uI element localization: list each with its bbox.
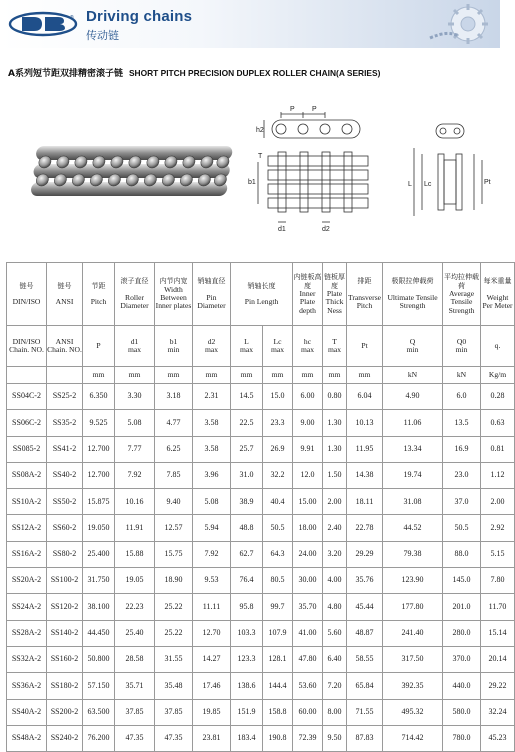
table-cell: 17.46 bbox=[193, 673, 231, 699]
table-cell: SS32A-2 bbox=[7, 646, 47, 672]
header-row-units bbox=[7, 367, 515, 384]
sym-b1: b1 min bbox=[155, 326, 193, 367]
table-cell: 35.70 bbox=[293, 594, 323, 620]
table-cell: 9.40 bbox=[155, 489, 193, 515]
table-cell: 25.7 bbox=[231, 436, 263, 462]
col-ansi: 链号 ANSI bbox=[47, 263, 83, 326]
table-cell: 35.71 bbox=[115, 673, 155, 699]
table-row bbox=[7, 646, 515, 672]
table-cell: 1.30 bbox=[323, 436, 347, 462]
table-cell: SS20A-2 bbox=[7, 568, 47, 594]
gear-chain-icon bbox=[428, 2, 494, 46]
table-cell: 370.0 bbox=[443, 646, 481, 672]
unit-cell: mm bbox=[155, 367, 193, 384]
table-cell: 28.58 bbox=[115, 646, 155, 672]
table-cell: 151.9 bbox=[231, 699, 263, 725]
table-cell: SS160-2 bbox=[47, 646, 83, 672]
table-cell: SS40A-2 bbox=[7, 699, 47, 725]
col-weight: 每米重量 Weight Per Meter bbox=[481, 263, 515, 326]
table-cell: 20.14 bbox=[481, 646, 515, 672]
table-cell: 29.22 bbox=[481, 673, 515, 699]
db-logo bbox=[8, 10, 78, 38]
table-cell: 9.91 bbox=[293, 436, 323, 462]
table-cell: 15.88 bbox=[115, 541, 155, 567]
label-d1: d1 bbox=[278, 226, 286, 233]
table-cell: 177.80 bbox=[383, 594, 443, 620]
table-cell: 6.0 bbox=[443, 384, 481, 410]
unit-cell: mm bbox=[83, 367, 115, 384]
table-cell: 19.05 bbox=[115, 568, 155, 594]
table-cell: 76.4 bbox=[231, 568, 263, 594]
col-width: 内节内宽 Width Between Inner plates bbox=[155, 263, 193, 326]
unit-cell bbox=[47, 367, 83, 384]
header-row-names bbox=[7, 263, 515, 326]
table-cell: 10.13 bbox=[347, 410, 383, 436]
table-cell: SS28A-2 bbox=[7, 620, 47, 646]
table-cell: 24.00 bbox=[293, 541, 323, 567]
label-b1: b1 bbox=[248, 179, 256, 186]
table-cell: 5.15 bbox=[481, 541, 515, 567]
table-cell: 3.58 bbox=[193, 410, 231, 436]
table-cell: 15.75 bbox=[155, 541, 193, 567]
table-cell: SS100-2 bbox=[47, 568, 83, 594]
table-cell: 87.83 bbox=[347, 725, 383, 751]
table-cell: SS08A-2 bbox=[7, 462, 47, 488]
table-cell: 31.08 bbox=[383, 489, 443, 515]
table-cell: 26.9 bbox=[263, 436, 293, 462]
label-p-1: P bbox=[290, 106, 295, 113]
table-row bbox=[7, 594, 515, 620]
table-cell: 1.12 bbox=[481, 462, 515, 488]
table-cell: 48.87 bbox=[347, 620, 383, 646]
table-cell: 0.63 bbox=[481, 410, 515, 436]
label-lc: Lc bbox=[424, 181, 432, 188]
unit-cell: mm bbox=[293, 367, 323, 384]
table-cell: 5.94 bbox=[193, 515, 231, 541]
table-cell: 3.30 bbox=[115, 384, 155, 410]
table-row bbox=[7, 725, 515, 751]
table-cell: SS48A-2 bbox=[7, 725, 47, 751]
table-cell: 3.96 bbox=[193, 462, 231, 488]
table-cell: 7.20 bbox=[323, 673, 347, 699]
table-cell: SS60-2 bbox=[47, 515, 83, 541]
table-cell: SS140-2 bbox=[47, 620, 83, 646]
table-cell: 30.00 bbox=[293, 568, 323, 594]
table-cell: 13.5 bbox=[443, 410, 481, 436]
table-cell: 71.55 bbox=[347, 699, 383, 725]
table-cell: 32.2 bbox=[263, 462, 293, 488]
table-cell: 23.3 bbox=[263, 410, 293, 436]
table-cell: 183.4 bbox=[231, 725, 263, 751]
table-cell: 99.7 bbox=[263, 594, 293, 620]
table-cell: 280.0 bbox=[443, 620, 481, 646]
table-cell: 7.92 bbox=[115, 462, 155, 488]
table-cell: 123.90 bbox=[383, 568, 443, 594]
table-cell: SS12A-2 bbox=[7, 515, 47, 541]
sym-q-weight: q. bbox=[481, 326, 515, 367]
table-cell: 23.0 bbox=[443, 462, 481, 488]
col-pitch: 节距 Pitch bbox=[83, 263, 115, 326]
unit-cell: mm bbox=[323, 367, 347, 384]
table-cell: 11.91 bbox=[115, 515, 155, 541]
table-cell: 76.200 bbox=[83, 725, 115, 751]
table-row bbox=[7, 489, 515, 515]
table-cell: SS10A-2 bbox=[7, 489, 47, 515]
table-cell: SS06C-2 bbox=[7, 410, 47, 436]
table-cell: 48.8 bbox=[231, 515, 263, 541]
table-cell: 25.22 bbox=[155, 620, 193, 646]
table-cell: 123.3 bbox=[231, 646, 263, 672]
table-cell: SS120-2 bbox=[47, 594, 83, 620]
table-cell: 79.38 bbox=[383, 541, 443, 567]
table-row bbox=[7, 699, 515, 725]
table-cell: 145.0 bbox=[443, 568, 481, 594]
table-row bbox=[7, 541, 515, 567]
table-cell: 13.34 bbox=[383, 436, 443, 462]
table-cell: 31.750 bbox=[83, 568, 115, 594]
table-cell: SS085-2 bbox=[7, 436, 47, 462]
table-cell: 11.06 bbox=[383, 410, 443, 436]
table-cell: 7.92 bbox=[193, 541, 231, 567]
table-cell: 5.08 bbox=[115, 410, 155, 436]
table-cell: 4.90 bbox=[383, 384, 443, 410]
label-pt: Pt bbox=[484, 179, 491, 186]
table-cell: 32.24 bbox=[481, 699, 515, 725]
table-cell: 18.90 bbox=[155, 568, 193, 594]
chain-photo bbox=[30, 140, 230, 202]
table-cell: 15.0 bbox=[263, 384, 293, 410]
table-cell: SS200-2 bbox=[47, 699, 83, 725]
table-cell: 4.00 bbox=[323, 568, 347, 594]
table-cell: 80.5 bbox=[263, 568, 293, 594]
table-cell: 190.8 bbox=[263, 725, 293, 751]
chain-dimension-diagram bbox=[238, 104, 500, 236]
unit-cell: kN bbox=[443, 367, 481, 384]
table-cell: 31.0 bbox=[231, 462, 263, 488]
table-cell: 14.38 bbox=[347, 462, 383, 488]
table-cell: 12.700 bbox=[83, 462, 115, 488]
table-cell: 41.00 bbox=[293, 620, 323, 646]
page-title bbox=[8, 66, 492, 79]
table-cell: 4.80 bbox=[323, 594, 347, 620]
table-cell: 2.92 bbox=[481, 515, 515, 541]
table-cell: 103.3 bbox=[231, 620, 263, 646]
table-cell: 10.16 bbox=[115, 489, 155, 515]
sym-din-chain: DIN/ISO Chain. NO. bbox=[7, 326, 47, 367]
table-cell: 107.9 bbox=[263, 620, 293, 646]
spec-table bbox=[6, 262, 515, 752]
table-row bbox=[7, 462, 515, 488]
unit-cell: mm bbox=[347, 367, 383, 384]
table-cell: 6.04 bbox=[347, 384, 383, 410]
table-cell: 18.11 bbox=[347, 489, 383, 515]
table-cell: 45.23 bbox=[481, 725, 515, 751]
table-cell: 3.58 bbox=[193, 436, 231, 462]
unit-cell bbox=[7, 367, 47, 384]
table-cell: 47.35 bbox=[115, 725, 155, 751]
table-cell: 12.57 bbox=[155, 515, 193, 541]
table-cell: 45.44 bbox=[347, 594, 383, 620]
table-cell: 29.29 bbox=[347, 541, 383, 567]
table-cell: 7.77 bbox=[115, 436, 155, 462]
table-cell: 15.00 bbox=[293, 489, 323, 515]
table-cell: 50.5 bbox=[263, 515, 293, 541]
unit-cell: Kg/m bbox=[481, 367, 515, 384]
table-cell: 15.14 bbox=[481, 620, 515, 646]
sym-q: Q min bbox=[383, 326, 443, 367]
table-cell: 44.52 bbox=[383, 515, 443, 541]
sym-ansi-chain: ANSI Chain. NO. bbox=[47, 326, 83, 367]
table-cell: 25.400 bbox=[83, 541, 115, 567]
brand bbox=[86, 8, 192, 43]
label-p-2: P bbox=[312, 106, 317, 113]
table-cell: 2.40 bbox=[323, 515, 347, 541]
table-cell: 580.0 bbox=[443, 699, 481, 725]
title-en: SHORT PITCH PRECISION DUPLEX ROLLER CHAIN(A SERIES) bbox=[128, 68, 381, 78]
table-cell: 23.81 bbox=[193, 725, 231, 751]
table-cell: SS80-2 bbox=[47, 541, 83, 567]
table-cell: 241.40 bbox=[383, 620, 443, 646]
table-cell: SS35-2 bbox=[47, 410, 83, 436]
table-cell: 3.18 bbox=[155, 384, 193, 410]
sym-p: P bbox=[83, 326, 115, 367]
table-cell: 44.450 bbox=[83, 620, 115, 646]
unit-cell: mm bbox=[263, 367, 293, 384]
table-cell: 25.22 bbox=[155, 594, 193, 620]
sym-t: T max bbox=[323, 326, 347, 367]
table-cell: 64.3 bbox=[263, 541, 293, 567]
table-cell: 15.875 bbox=[83, 489, 115, 515]
table-cell: 1.30 bbox=[323, 410, 347, 436]
table-cell: 714.42 bbox=[383, 725, 443, 751]
table-cell: SS180-2 bbox=[47, 673, 83, 699]
label-d2: d2 bbox=[322, 226, 330, 233]
table-cell: 65.84 bbox=[347, 673, 383, 699]
col-ultimate: 极限拉伸载荷 Ultimate Tensile Strength bbox=[383, 263, 443, 326]
table-cell: 392.35 bbox=[383, 673, 443, 699]
table-cell: 50.5 bbox=[443, 515, 481, 541]
col-roller: 滚子直径 Roller Diameter bbox=[115, 263, 155, 326]
sym-d1: d1 max bbox=[115, 326, 155, 367]
table-cell: 12.700 bbox=[83, 436, 115, 462]
table-cell: 47.35 bbox=[155, 725, 193, 751]
table-cell: 22.78 bbox=[347, 515, 383, 541]
table-row bbox=[7, 673, 515, 699]
table-cell: 95.8 bbox=[231, 594, 263, 620]
sym-pt: Pt bbox=[347, 326, 383, 367]
brand-subtitle: 传动链 bbox=[86, 29, 119, 42]
table-cell: 60.00 bbox=[293, 699, 323, 725]
sym-l: L max bbox=[231, 326, 263, 367]
table-row bbox=[7, 515, 515, 541]
table-cell: 201.0 bbox=[443, 594, 481, 620]
table-row bbox=[7, 436, 515, 462]
table-cell: 57.150 bbox=[83, 673, 115, 699]
table-cell: 9.525 bbox=[83, 410, 115, 436]
table-cell: 12.0 bbox=[293, 462, 323, 488]
title-zh: A系列短节距双排精密滚子链 bbox=[8, 69, 123, 79]
table-row bbox=[7, 410, 515, 436]
table-cell: 22.23 bbox=[115, 594, 155, 620]
table-cell: 138.6 bbox=[231, 673, 263, 699]
table-cell: 6.00 bbox=[293, 384, 323, 410]
table-cell: 158.8 bbox=[263, 699, 293, 725]
table-cell: 22.5 bbox=[231, 410, 263, 436]
table-cell: SS24A-2 bbox=[7, 594, 47, 620]
col-plate-thickness: 链板厚度 Plate Thick Ness bbox=[323, 263, 347, 326]
table-cell: 2.31 bbox=[193, 384, 231, 410]
table-cell: 7.80 bbox=[481, 568, 515, 594]
sym-q0: Q0 min bbox=[443, 326, 481, 367]
table-cell: 38.100 bbox=[83, 594, 115, 620]
table-cell: 47.80 bbox=[293, 646, 323, 672]
table-cell: 9.53 bbox=[193, 568, 231, 594]
table-cell: 35.48 bbox=[155, 673, 193, 699]
table-cell: 8.00 bbox=[323, 699, 347, 725]
table-cell: 38.9 bbox=[231, 489, 263, 515]
sym-d2: d2 max bbox=[193, 326, 231, 367]
table-cell: 50.800 bbox=[83, 646, 115, 672]
table-cell: 440.0 bbox=[443, 673, 481, 699]
table-cell: 11.95 bbox=[347, 436, 383, 462]
col-pin-length: 销轴长度 Pin Length bbox=[231, 263, 293, 326]
table-cell: 5.60 bbox=[323, 620, 347, 646]
table-cell: 5.08 bbox=[193, 489, 231, 515]
page-header bbox=[0, 0, 500, 48]
table-cell: 1.50 bbox=[323, 462, 347, 488]
table-cell: 19.74 bbox=[383, 462, 443, 488]
table-cell: 72.39 bbox=[293, 725, 323, 751]
table-cell: 0.28 bbox=[481, 384, 515, 410]
table-cell: 144.4 bbox=[263, 673, 293, 699]
table-cell: 6.40 bbox=[323, 646, 347, 672]
table-row bbox=[7, 384, 515, 410]
table-cell: 18.00 bbox=[293, 515, 323, 541]
table-cell: 2.00 bbox=[323, 489, 347, 515]
table-cell: 11.11 bbox=[193, 594, 231, 620]
header-row-symbols bbox=[7, 326, 515, 367]
table-cell: 4.77 bbox=[155, 410, 193, 436]
table-cell: 37.85 bbox=[155, 699, 193, 725]
table-cell: SS41-2 bbox=[47, 436, 83, 462]
table-row bbox=[7, 620, 515, 646]
spec-table-body bbox=[7, 384, 515, 752]
table-cell: 58.55 bbox=[347, 646, 383, 672]
table-cell: 317.50 bbox=[383, 646, 443, 672]
label-l: L bbox=[408, 181, 412, 188]
table-cell: 31.55 bbox=[155, 646, 193, 672]
unit-cell: mm bbox=[231, 367, 263, 384]
table-cell: SS04C-2 bbox=[7, 384, 47, 410]
table-cell: 40.4 bbox=[263, 489, 293, 515]
table-cell: 3.20 bbox=[323, 541, 347, 567]
table-cell: SS36A-2 bbox=[7, 673, 47, 699]
label-t: T bbox=[258, 153, 263, 160]
table-cell: 495.32 bbox=[383, 699, 443, 725]
table-cell: 2.00 bbox=[481, 489, 515, 515]
table-cell: 14.5 bbox=[231, 384, 263, 410]
sym-lc: Lc max bbox=[263, 326, 293, 367]
svg-text:®: ® bbox=[70, 15, 74, 21]
col-average: 平均拉伸载荷 Average Tensile Strength bbox=[443, 263, 481, 326]
table-cell: 6.25 bbox=[155, 436, 193, 462]
table-cell: 37.85 bbox=[115, 699, 155, 725]
table-cell: 37.0 bbox=[443, 489, 481, 515]
table-cell: SS16A-2 bbox=[7, 541, 47, 567]
table-cell: SS25-2 bbox=[47, 384, 83, 410]
table-cell: 19.85 bbox=[193, 699, 231, 725]
table-cell: SS40-2 bbox=[47, 462, 83, 488]
table-cell: 9.50 bbox=[323, 725, 347, 751]
table-cell: 780.0 bbox=[443, 725, 481, 751]
table-cell: 6.350 bbox=[83, 384, 115, 410]
col-din-iso: 链号 DIN/ISO bbox=[7, 263, 47, 326]
col-inner-plate: 内链板高度 Inner Plate depth bbox=[293, 263, 323, 326]
table-row bbox=[7, 568, 515, 594]
table-cell: SS50-2 bbox=[47, 489, 83, 515]
unit-cell: mm bbox=[115, 367, 155, 384]
table-cell: 88.0 bbox=[443, 541, 481, 567]
col-pin-diameter: 销轴直径 Pin Diameter bbox=[193, 263, 231, 326]
table-cell: 0.80 bbox=[323, 384, 347, 410]
table-cell: 19.050 bbox=[83, 515, 115, 541]
unit-cell: kN bbox=[383, 367, 443, 384]
col-transverse: 排距 Transverse Pitch bbox=[347, 263, 383, 326]
table-cell: 62.7 bbox=[231, 541, 263, 567]
label-h2: h2 bbox=[256, 127, 264, 134]
table-cell: 16.9 bbox=[443, 436, 481, 462]
table-cell: 0.81 bbox=[481, 436, 515, 462]
table-cell: 25.40 bbox=[115, 620, 155, 646]
table-cell: 11.70 bbox=[481, 594, 515, 620]
unit-cell: mm bbox=[193, 367, 231, 384]
brand-title: Driving chains bbox=[86, 8, 193, 25]
table-cell: 128.1 bbox=[263, 646, 293, 672]
table-cell: 14.27 bbox=[193, 646, 231, 672]
sym-hc: hc max bbox=[293, 326, 323, 367]
table-cell: SS240-2 bbox=[47, 725, 83, 751]
table-cell: 12.70 bbox=[193, 620, 231, 646]
table-cell: 63.500 bbox=[83, 699, 115, 725]
table-cell: 53.60 bbox=[293, 673, 323, 699]
table-cell: 7.85 bbox=[155, 462, 193, 488]
table-cell: 35.76 bbox=[347, 568, 383, 594]
table-cell: 9.00 bbox=[293, 410, 323, 436]
